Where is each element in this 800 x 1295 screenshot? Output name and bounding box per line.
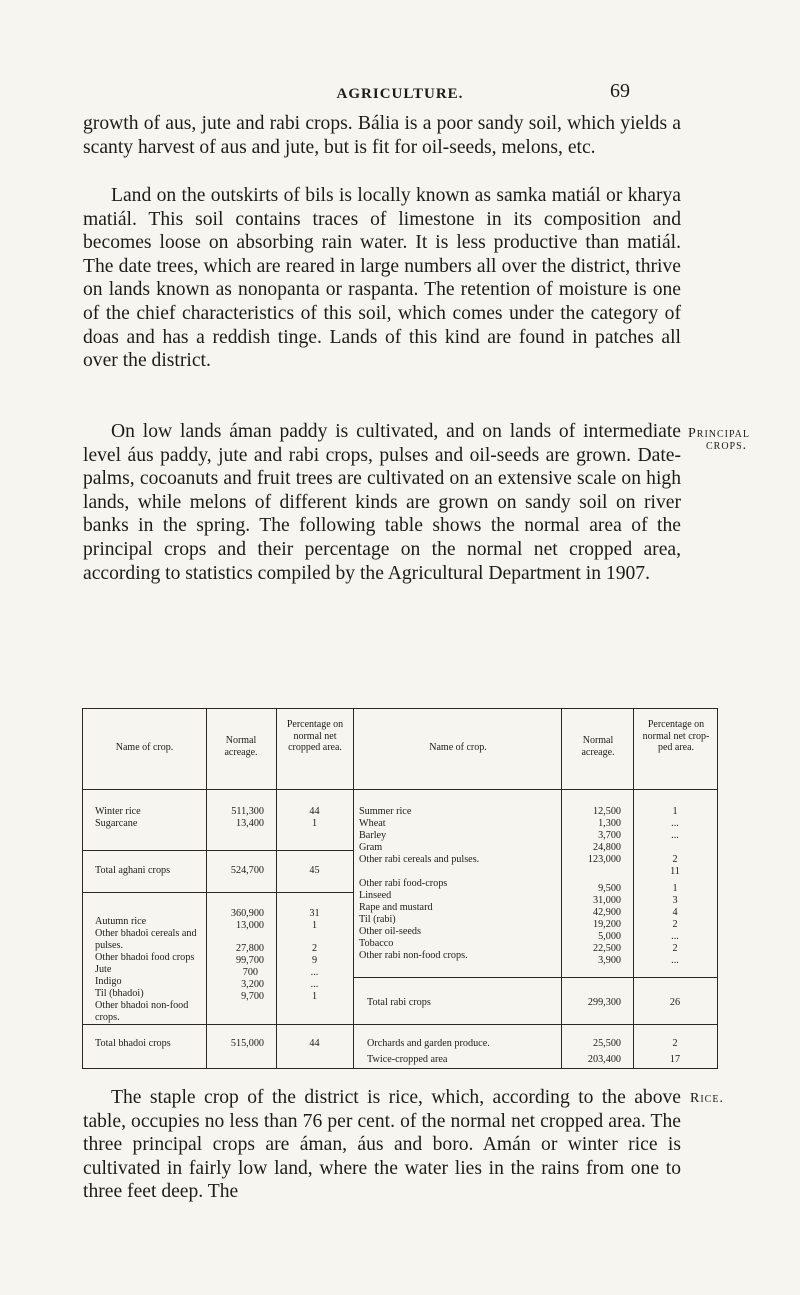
header-crop-name-left: Name of crop. [115,742,174,753]
paragraph-soil-balia: growth of aus, jute and rabi crops. Bália is a poor sandy soil, which yields a scanty harvest of aus and jute, but is fit for oil-seeds, melons, etc. [83,113,681,158]
margin-note-principal-crops: Principal crops. [688,426,750,453]
header-crop-name-right: Name of crop. [429,742,487,753]
crop-area-table: Name of crop. Normal acreage. Percentage on normal net cropped area. Name of crop. Normal acreage. Percentage on normal net crop-ped area. Winter rice 511,300 44 Sugarcane 13,400 1 Total aghani crops 524,700 45 Autumn rice 360,900 31 Other bhadoi cereals and pulses. 13,000 1 Other bhadoi food crops 27,800 2 Jute 99,700 9 Indigo 700 ... Til (bhadoi) 3,200 ... Other bhadoi non-food crops. 9,700 1 Total bhadoi crops 515,000 44 Summer rice 12,500 1 Wheat 1,300 ... Barley 3,700 ... Gram 24,800 2 Other rabi cereals and pulses. 123,000 11 Other rabi food-crops 9,500 1 Linseed 31,000 3 Rape and mustard 42,900 4 Til (rabi) 19,200 2 Other oil-seeds 5,000 ... Tobacco 22,500 2 Other rabi non-food crops. 3,900 ... Total rabi crops 299,300 26 Orchards and garden produce. 25,500 2 Twice-cropped area 203,400 17 [82,708,718,1069]
paragraph-samka-matial: Land on the outskirts of bils is locally known as samka matiál or kharya matiál. This soil contains traces of limestone in its composition and becomes loose on absorbing rain water. It is less productive than matiál. The date trees, which are reared in large numbers all over the district, thrive on lands known as nonopanta or raspanta. The retention of moisture is one of the chief characteristics of this soil, which comes under the category of doas and has a reddish tinge. Lands of this kind are found in patches all over the district. [83,185,681,372]
running-head: AGRICULTURE. [336,86,464,102]
paragraph-principal-crops: On low lands áman paddy is cultivated, and on lands of intermediate level áus paddy, jute and rabi crops, pulses and oil-seeds are grown. Date-palms, cocoanuts and fruit trees are cultivated on an extensive scale on high lands, while melons of different kinds are grown on sandy soil on river banks in the spring. The following table shows the normal area of the principal crops and their percentage on the normal net cropped area, according to statistics compiled by the Agricultural Department in 1907. [83,421,681,584]
paragraph-staple-crop: The staple crop of the district is rice, which, according to the above table, occupies no less than 76 per cent. of the normal net cropped area. The three principal crops are áman, áus and boro. Amán or winter rice is cultivated in fairly low land, where the water lies in the rains from one to three feet deep. The [83,1087,681,1203]
page-number: 69 [610,80,630,102]
header-percentage-left: Percentage on normal net cropped area. [286,719,344,753]
header-percentage-right: Percentage on normal net crop-ped area. [642,719,710,753]
header-acreage-right: Normal acreage. [581,735,615,758]
header-acreage-left: Normal acreage. [224,735,258,758]
margin-note-rice: Rice. [690,1091,724,1106]
